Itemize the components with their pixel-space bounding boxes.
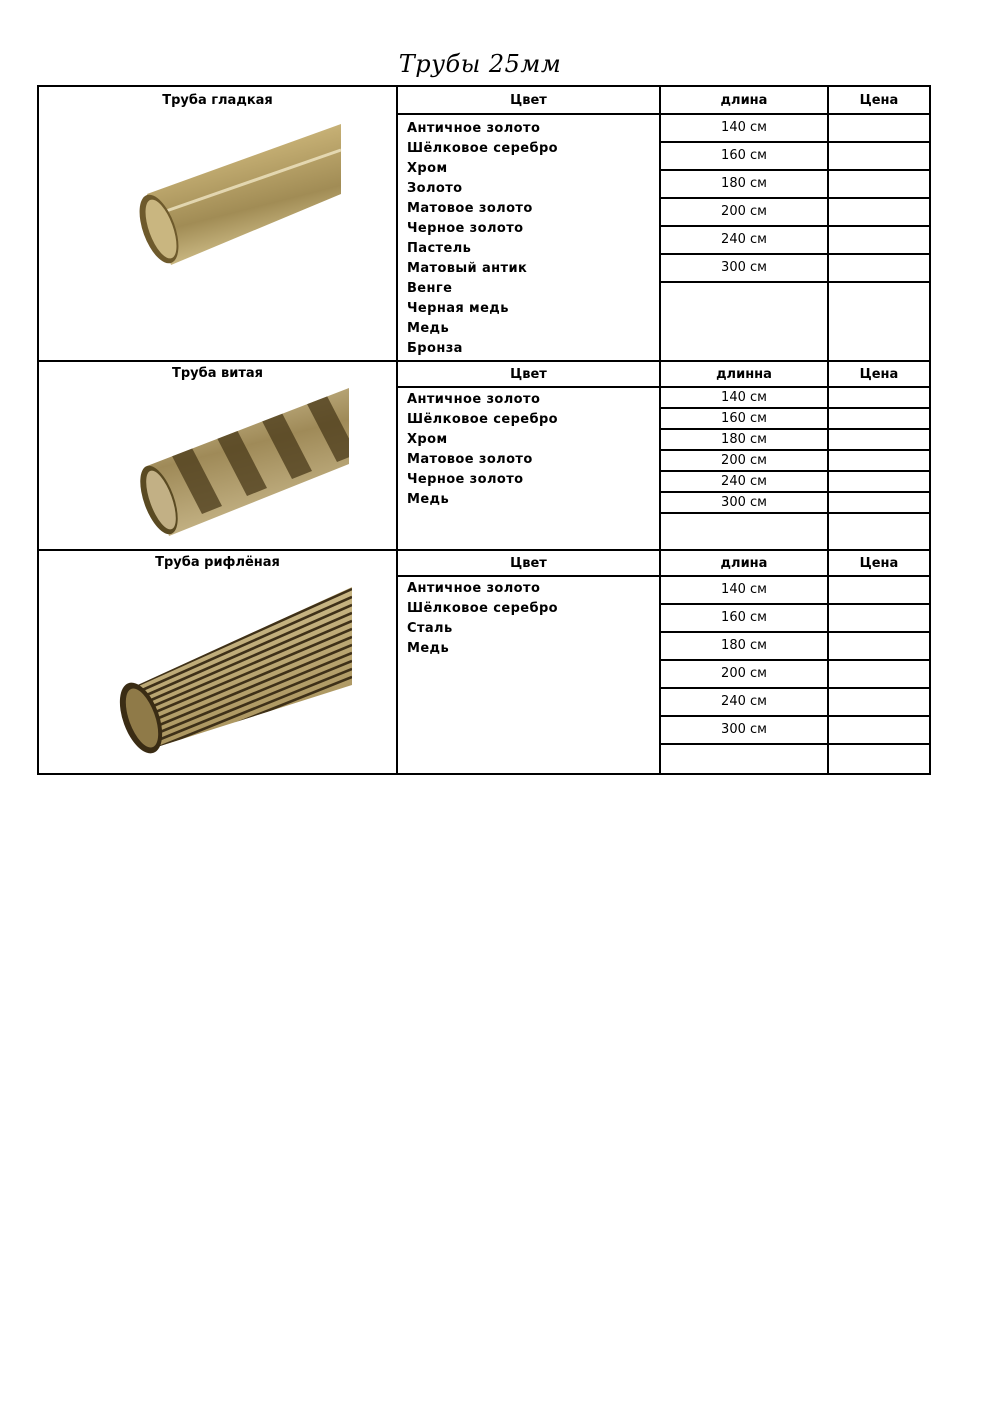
length-empty (661, 745, 827, 771)
product-cell (39, 362, 398, 549)
product-cell (39, 551, 398, 773)
prices-cell (829, 362, 929, 549)
price-value (829, 472, 929, 493)
header-price: Цена (829, 362, 929, 388)
price-value (829, 430, 929, 451)
length-value: 140 см (661, 577, 827, 605)
twisted-pipe-image (117, 386, 352, 546)
color-item: Черное золото (407, 472, 524, 487)
length-value: 300 см (661, 493, 827, 514)
color-item: Золото (407, 181, 463, 196)
length-value: 240 см (661, 472, 827, 493)
header-color: Цвет (398, 87, 659, 115)
price-value (829, 227, 929, 255)
header-color: Цвет (398, 362, 659, 388)
length-value: 140 см (661, 115, 827, 143)
price-empty (829, 514, 929, 549)
price-value (829, 577, 929, 605)
product-cell (39, 87, 398, 360)
color-item: Хром (407, 161, 448, 176)
colors-cell (398, 87, 661, 360)
fluted-pipe-image (109, 585, 359, 760)
color-item: Матовое золото (407, 452, 533, 467)
color-item: Матовый антик (407, 261, 528, 276)
length-empty (661, 283, 827, 362)
price-value (829, 115, 929, 143)
section-twisted-pipe (39, 362, 929, 551)
lengths-cell (661, 362, 829, 549)
smooth-pipe-image (119, 122, 344, 272)
price-value (829, 633, 929, 661)
price-value (829, 605, 929, 633)
color-item: Черная медь (407, 301, 509, 316)
header-color: Цвет (398, 551, 659, 577)
lengths-cell (661, 87, 829, 360)
color-item: Медь (407, 492, 450, 507)
color-item: Пастель (407, 241, 472, 256)
length-value: 160 см (661, 409, 827, 430)
price-value (829, 388, 929, 409)
length-value: 240 см (661, 227, 827, 255)
length-value: 200 см (661, 451, 827, 472)
color-list (398, 388, 659, 510)
price-value (829, 717, 929, 745)
header-length: длина (661, 87, 827, 115)
lengths-cell (661, 551, 829, 773)
price-empty (829, 745, 929, 771)
color-list (398, 115, 659, 359)
price-value (829, 451, 929, 472)
color-item: Медь (407, 321, 450, 336)
color-item: Бронза (407, 341, 463, 356)
section-fluted-pipe (39, 551, 929, 773)
length-value: 160 см (661, 143, 827, 171)
color-item: Шёлковое серебро (407, 141, 559, 156)
header-price: Цена (829, 551, 929, 577)
colors-cell (398, 362, 661, 549)
length-value: 200 см (661, 661, 827, 689)
color-item: Шёлковое серебро (407, 412, 559, 427)
prices-cell (829, 551, 929, 773)
color-item: Сталь (407, 621, 453, 636)
product-name: Труба витая (171, 366, 263, 381)
color-item: Античное золото (407, 581, 541, 596)
price-value (829, 255, 929, 283)
price-value (829, 661, 929, 689)
color-item: Черное золото (407, 221, 524, 236)
length-value: 300 см (661, 717, 827, 745)
price-value (829, 199, 929, 227)
price-table (37, 85, 931, 775)
price-value (829, 689, 929, 717)
price-value (829, 493, 929, 514)
length-value: 160 см (661, 605, 827, 633)
price-empty (829, 283, 929, 362)
color-item: Матовое золото (407, 201, 533, 216)
product-name: Труба рифлёная (155, 555, 280, 570)
length-empty (661, 514, 827, 549)
color-item: Венге (407, 281, 453, 296)
header-price: Цена (829, 87, 929, 115)
price-value (829, 171, 929, 199)
colors-cell (398, 551, 661, 773)
section-smooth-pipe (39, 87, 929, 362)
color-item: Хром (407, 432, 448, 447)
header-length: длина (661, 551, 827, 577)
length-value: 180 см (661, 171, 827, 199)
length-value: 300 см (661, 255, 827, 283)
length-value: 240 см (661, 689, 827, 717)
length-value: 140 см (661, 388, 827, 409)
length-value: 200 см (661, 199, 827, 227)
length-value: 180 см (661, 633, 827, 661)
length-value: 180 см (661, 430, 827, 451)
price-value (829, 409, 929, 430)
prices-cell (829, 87, 929, 360)
color-item: Шёлковое серебро (407, 601, 559, 616)
product-name: Труба гладкая (162, 93, 273, 108)
color-item: Античное золото (407, 392, 541, 407)
price-value (829, 143, 929, 171)
color-list (398, 577, 659, 659)
header-length: длинна (661, 362, 827, 388)
page-title: Трубы 25мм (398, 50, 562, 78)
color-item: Медь (407, 641, 450, 656)
color-item: Античное золото (407, 121, 541, 136)
